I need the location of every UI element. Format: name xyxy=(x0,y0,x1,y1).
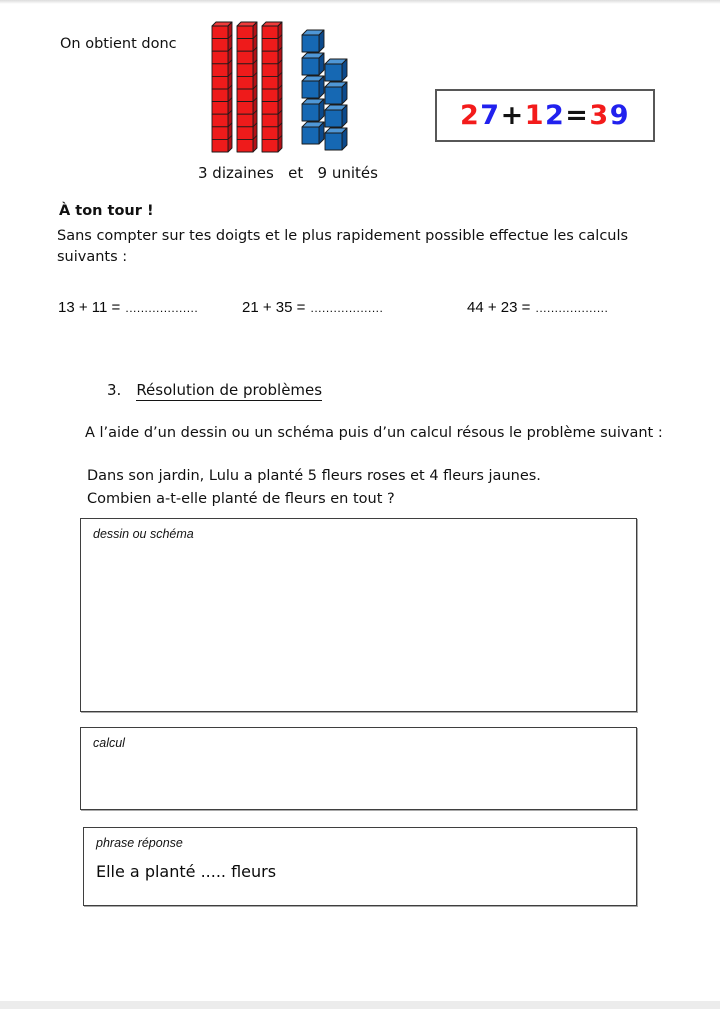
tens-rods xyxy=(212,22,282,152)
page-top-edge xyxy=(0,0,720,4)
base-ten-blocks-illustration xyxy=(208,18,358,158)
problem-statement-line1: Dans son jardin, Lulu a planté 5 fleurs roses et 4 fleurs jaunes. xyxy=(87,468,541,484)
sentence-box-label: phrase réponse xyxy=(96,836,183,850)
calc-expression: 13 + 11 = xyxy=(58,299,121,316)
equation-part: + xyxy=(500,100,525,131)
section-title: Résolution de problèmes xyxy=(136,381,323,399)
unit-cubes xyxy=(302,30,347,150)
problem-section-heading xyxy=(107,381,322,401)
problem-instruction: A l’aide d’un dessin ou un schéma puis d’un calcul résous le problème suivant : xyxy=(85,425,663,441)
answer-blank[interactable]: ................... xyxy=(535,301,609,315)
your-turn-instruction: Sans compter sur tes doigts et le plus rapidement possible effectue les calculs suivants : xyxy=(57,228,629,265)
equation-part: 3 xyxy=(589,100,610,131)
problem-statement-line2: Combien a-t-elle planté de fleurs en tout ? xyxy=(87,491,395,507)
page-bottom-edge xyxy=(0,1001,720,1009)
equation-part: 9 xyxy=(609,100,631,131)
equation-part: 1 xyxy=(524,100,545,131)
blocks-caption: 3 dizaines et 9 unités xyxy=(198,164,378,182)
section-number: 3. xyxy=(107,381,122,399)
calc-expression: 21 + 35 = xyxy=(242,299,306,316)
sentence-answer-box[interactable] xyxy=(83,827,637,906)
equation-part: = xyxy=(565,100,590,131)
answer-blank[interactable]: ................... xyxy=(125,301,199,315)
answer-blank[interactable]: ................... xyxy=(310,301,384,315)
drawing-box-label: dessin ou schéma xyxy=(93,527,194,541)
calc-exercise-1 xyxy=(58,297,198,316)
sum-equation-box xyxy=(435,89,655,142)
calculation-box-label: calcul xyxy=(93,736,125,750)
sentence-answer-text: Elle a planté ..... fleurs xyxy=(96,862,277,881)
calc-exercise-3 xyxy=(467,297,608,316)
equation-part: 2 xyxy=(545,100,566,131)
equation-part: 2 xyxy=(459,100,481,131)
calc-exercise-2 xyxy=(242,297,383,316)
drawing-answer-box[interactable] xyxy=(80,518,637,712)
your-turn-heading: À ton tour ! xyxy=(59,203,154,219)
calc-expression: 44 + 23 = xyxy=(467,299,531,316)
intro-text: On obtient donc xyxy=(60,36,177,52)
calculation-answer-box[interactable] xyxy=(80,727,637,810)
equation-part: 7 xyxy=(480,100,501,131)
